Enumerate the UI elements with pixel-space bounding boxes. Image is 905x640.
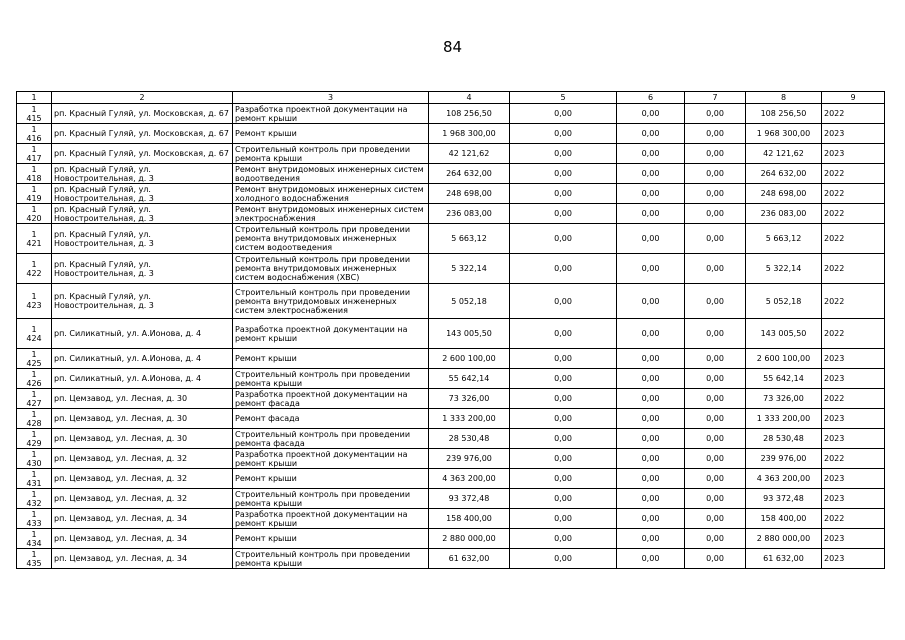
row-number: 1 433 <box>17 509 52 529</box>
col6-value: 0,00 <box>617 144 685 164</box>
address-cell: рп. Красный Гуляй, ул. Новостроительная, д. 3 <box>52 164 233 184</box>
col5-value: 0,00 <box>510 509 617 529</box>
col7-value: 0,00 <box>685 254 746 284</box>
col5-value: 0,00 <box>510 224 617 254</box>
table-row <box>17 349 885 369</box>
col7-value: 0,00 <box>685 164 746 184</box>
address-cell: рп. Цемзавод, ул. Лесная, д. 32 <box>52 489 233 509</box>
year-cell: 2023 <box>822 529 885 549</box>
year-cell: 2023 <box>822 469 885 489</box>
row-number: 1 430 <box>17 449 52 469</box>
col5-value: 0,00 <box>510 429 617 449</box>
work-type-cell: Ремонт фасада <box>233 409 429 429</box>
year-cell: 2022 <box>822 224 885 254</box>
year-cell: 2022 <box>822 254 885 284</box>
col7-value: 0,00 <box>685 489 746 509</box>
col7-value: 0,00 <box>685 204 746 224</box>
row-number: 1 431 <box>17 469 52 489</box>
col6-value: 0,00 <box>617 449 685 469</box>
row-number: 1 415 <box>17 104 52 124</box>
year-cell: 2022 <box>822 319 885 349</box>
year-cell: 2023 <box>822 429 885 449</box>
year-cell: 2023 <box>822 124 885 144</box>
col6-value: 0,00 <box>617 549 685 569</box>
table-row <box>17 549 885 569</box>
table-row <box>17 104 885 124</box>
year-cell: 2023 <box>822 369 885 389</box>
col7-value: 0,00 <box>685 349 746 369</box>
col7-value: 0,00 <box>685 319 746 349</box>
col8-value: 5 663,12 <box>746 224 822 254</box>
col7-value: 0,00 <box>685 449 746 469</box>
col5-value: 0,00 <box>510 204 617 224</box>
address-cell: рп. Красный Гуляй, ул. Новостроительная, д. 3 <box>52 224 233 254</box>
row-number: 1 417 <box>17 144 52 164</box>
header-cell-7: 7 <box>685 92 746 104</box>
col7-value: 0,00 <box>685 549 746 569</box>
col8-value: 2 600 100,00 <box>746 349 822 369</box>
col8-value: 1 333 200,00 <box>746 409 822 429</box>
year-cell: 2023 <box>822 349 885 369</box>
col4-value: 1 333 200,00 <box>429 409 510 429</box>
col5-value: 0,00 <box>510 549 617 569</box>
address-cell: рп. Красный Гуляй, ул. Новостроительная, д. 3 <box>52 254 233 284</box>
work-type-cell: Ремонт крыши <box>233 124 429 144</box>
col5-value: 0,00 <box>510 449 617 469</box>
col4-value: 5 052,18 <box>429 284 510 319</box>
col7-value: 0,00 <box>685 429 746 449</box>
col4-value: 239 976,00 <box>429 449 510 469</box>
col5-value: 0,00 <box>510 349 617 369</box>
col8-value: 143 005,50 <box>746 319 822 349</box>
table-row <box>17 469 885 489</box>
header-row <box>17 92 885 104</box>
address-cell: рп. Цемзавод, ул. Лесная, д. 34 <box>52 549 233 569</box>
address-cell: рп. Цемзавод, ул. Лесная, д. 34 <box>52 529 233 549</box>
work-type-cell: Разработка проектной документации на ремонт крыши <box>233 449 429 469</box>
year-cell: 2022 <box>822 104 885 124</box>
col8-value: 248 698,00 <box>746 184 822 204</box>
page-number: 84 <box>442 38 463 56</box>
col6-value: 0,00 <box>617 529 685 549</box>
table-row <box>17 204 885 224</box>
table-body <box>17 104 885 569</box>
address-cell: рп. Красный Гуляй, ул. Новостроительная, д. 3 <box>52 204 233 224</box>
col4-value: 248 698,00 <box>429 184 510 204</box>
col7-value: 0,00 <box>685 469 746 489</box>
col6-value: 0,00 <box>617 164 685 184</box>
col8-value: 236 083,00 <box>746 204 822 224</box>
work-type-cell: Разработка проектной документации на ремонт крыши <box>233 319 429 349</box>
row-number: 1 416 <box>17 124 52 144</box>
col8-value: 2 880 000,00 <box>746 529 822 549</box>
col6-value: 0,00 <box>617 284 685 319</box>
header-cell-2: 2 <box>52 92 233 104</box>
row-number: 1 432 <box>17 489 52 509</box>
col8-value: 239 976,00 <box>746 449 822 469</box>
work-type-cell: Разработка проектной документации на ремонт фасада <box>233 389 429 409</box>
col8-value: 5 052,18 <box>746 284 822 319</box>
address-cell: рп. Красный Гуляй, ул. Московская, д. 67 <box>52 124 233 144</box>
col8-value: 93 372,48 <box>746 489 822 509</box>
work-type-cell: Разработка проектной документации на ремонт крыши <box>233 509 429 529</box>
table-row <box>17 319 885 349</box>
row-number: 1 422 <box>17 254 52 284</box>
col6-value: 0,00 <box>617 184 685 204</box>
row-number: 1 428 <box>17 409 52 429</box>
col7-value: 0,00 <box>685 509 746 529</box>
table-row <box>17 429 885 449</box>
table-row <box>17 449 885 469</box>
col4-value: 108 256,50 <box>429 104 510 124</box>
col5-value: 0,00 <box>510 469 617 489</box>
year-cell: 2022 <box>822 284 885 319</box>
table-row <box>17 509 885 529</box>
col6-value: 0,00 <box>617 429 685 449</box>
col6-value: 0,00 <box>617 469 685 489</box>
year-cell: 2022 <box>822 184 885 204</box>
address-cell: рп. Красный Гуляй, ул. Московская, д. 67 <box>52 104 233 124</box>
col6-value: 0,00 <box>617 349 685 369</box>
work-type-cell: Ремонт крыши <box>233 349 429 369</box>
col4-value: 236 083,00 <box>429 204 510 224</box>
header-cell-6: 6 <box>617 92 685 104</box>
col4-value: 2 600 100,00 <box>429 349 510 369</box>
table-row <box>17 124 885 144</box>
col7-value: 0,00 <box>685 184 746 204</box>
table-row <box>17 254 885 284</box>
col5-value: 0,00 <box>510 124 617 144</box>
col6-value: 0,00 <box>617 104 685 124</box>
row-number: 1 423 <box>17 284 52 319</box>
row-number: 1 419 <box>17 184 52 204</box>
col6-value: 0,00 <box>617 319 685 349</box>
col4-value: 5 663,12 <box>429 224 510 254</box>
col8-value: 42 121,62 <box>746 144 822 164</box>
capital-repair-table <box>16 91 885 569</box>
work-type-cell: Ремонт крыши <box>233 469 429 489</box>
col4-value: 55 642,14 <box>429 369 510 389</box>
col4-value: 42 121,62 <box>429 144 510 164</box>
work-type-cell: Строительный контроль при проведении ремонта внутридомовых инженерных систем водоотведения <box>233 224 429 254</box>
col4-value: 5 322,14 <box>429 254 510 284</box>
col7-value: 0,00 <box>685 369 746 389</box>
col6-value: 0,00 <box>617 124 685 144</box>
table-row <box>17 489 885 509</box>
col7-value: 0,00 <box>685 409 746 429</box>
header-cell-1: 1 <box>17 92 52 104</box>
col6-value: 0,00 <box>617 204 685 224</box>
col8-value: 5 322,14 <box>746 254 822 284</box>
col5-value: 0,00 <box>510 409 617 429</box>
col7-value: 0,00 <box>685 124 746 144</box>
row-number: 1 435 <box>17 549 52 569</box>
col7-value: 0,00 <box>685 224 746 254</box>
table-row <box>17 409 885 429</box>
address-cell: рп. Силикатный, ул. А.Ионова, д. 4 <box>52 349 233 369</box>
row-number: 1 425 <box>17 349 52 369</box>
col7-value: 0,00 <box>685 389 746 409</box>
year-cell: 2023 <box>822 409 885 429</box>
row-number: 1 424 <box>17 319 52 349</box>
table-row <box>17 529 885 549</box>
col6-value: 0,00 <box>617 389 685 409</box>
col4-value: 143 005,50 <box>429 319 510 349</box>
work-type-cell: Строительный контроль при проведении ремонта крыши <box>233 369 429 389</box>
col4-value: 61 632,00 <box>429 549 510 569</box>
col5-value: 0,00 <box>510 319 617 349</box>
col6-value: 0,00 <box>617 224 685 254</box>
col7-value: 0,00 <box>685 104 746 124</box>
row-number: 1 426 <box>17 369 52 389</box>
work-type-cell: Ремонт внутридомовых инженерных систем водоотведения <box>233 164 429 184</box>
header-cell-5: 5 <box>510 92 617 104</box>
year-cell: 2022 <box>822 204 885 224</box>
col8-value: 158 400,00 <box>746 509 822 529</box>
col8-value: 264 632,00 <box>746 164 822 184</box>
col5-value: 0,00 <box>510 489 617 509</box>
work-type-cell: Строительный контроль при проведении ремонта внутридомовых инженерных систем водоснабжения (ХВС) <box>233 254 429 284</box>
row-number: 1 429 <box>17 429 52 449</box>
col6-value: 0,00 <box>617 409 685 429</box>
year-cell: 2023 <box>822 489 885 509</box>
col4-value: 1 968 300,00 <box>429 124 510 144</box>
header-cell-3: 3 <box>233 92 429 104</box>
col5-value: 0,00 <box>510 104 617 124</box>
work-type-cell: Строительный контроль при проведении ремонта внутридомовых инженерных систем электроснабжения <box>233 284 429 319</box>
row-number: 1 418 <box>17 164 52 184</box>
col8-value: 1 968 300,00 <box>746 124 822 144</box>
col7-value: 0,00 <box>685 144 746 164</box>
col4-value: 93 372,48 <box>429 489 510 509</box>
table-row <box>17 144 885 164</box>
col5-value: 0,00 <box>510 164 617 184</box>
year-cell: 2023 <box>822 549 885 569</box>
address-cell: рп. Силикатный, ул. А.Ионова, д. 4 <box>52 319 233 349</box>
work-type-cell: Разработка проектной документации на ремонт крыши <box>233 104 429 124</box>
col5-value: 0,00 <box>510 284 617 319</box>
work-type-cell: Строительный контроль при проведении ремонта крыши <box>233 549 429 569</box>
year-cell: 2022 <box>822 509 885 529</box>
col8-value: 55 642,14 <box>746 369 822 389</box>
year-cell: 2023 <box>822 144 885 164</box>
address-cell: рп. Цемзавод, ул. Лесная, д. 30 <box>52 389 233 409</box>
header-cell-4: 4 <box>429 92 510 104</box>
col4-value: 4 363 200,00 <box>429 469 510 489</box>
table-row <box>17 164 885 184</box>
header-cell-9: 9 <box>822 92 885 104</box>
col7-value: 0,00 <box>685 529 746 549</box>
work-type-cell: Строительный контроль при проведении ремонта крыши <box>233 144 429 164</box>
col6-value: 0,00 <box>617 489 685 509</box>
table-row <box>17 389 885 409</box>
year-cell: 2022 <box>822 389 885 409</box>
work-type-cell: Ремонт внутридомовых инженерных систем холодного водоснабжения <box>233 184 429 204</box>
col4-value: 2 880 000,00 <box>429 529 510 549</box>
col5-value: 0,00 <box>510 389 617 409</box>
col5-value: 0,00 <box>510 254 617 284</box>
col4-value: 264 632,00 <box>429 164 510 184</box>
col6-value: 0,00 <box>617 509 685 529</box>
row-number: 1 421 <box>17 224 52 254</box>
address-cell: рп. Цемзавод, ул. Лесная, д. 30 <box>52 429 233 449</box>
header-cell-8: 8 <box>746 92 822 104</box>
work-type-cell: Ремонт крыши <box>233 529 429 549</box>
col4-value: 28 530,48 <box>429 429 510 449</box>
col8-value: 61 632,00 <box>746 549 822 569</box>
table-row <box>17 184 885 204</box>
col8-value: 73 326,00 <box>746 389 822 409</box>
row-number: 1 427 <box>17 389 52 409</box>
col8-value: 4 363 200,00 <box>746 469 822 489</box>
address-cell: рп. Красный Гуляй, ул. Московская, д. 67 <box>52 144 233 164</box>
year-cell: 2022 <box>822 449 885 469</box>
work-type-cell: Строительный контроль при проведении ремонта крыши <box>233 489 429 509</box>
col7-value: 0,00 <box>685 284 746 319</box>
work-type-cell: Ремонт внутридомовых инженерных систем электроснабжения <box>233 204 429 224</box>
work-type-cell: Строительный контроль при проведении ремонта фасада <box>233 429 429 449</box>
col4-value: 73 326,00 <box>429 389 510 409</box>
table-row <box>17 284 885 319</box>
col8-value: 108 256,50 <box>746 104 822 124</box>
col6-value: 0,00 <box>617 369 685 389</box>
col4-value: 158 400,00 <box>429 509 510 529</box>
col5-value: 0,00 <box>510 529 617 549</box>
address-cell: рп. Силикатный, ул. А.Ионова, д. 4 <box>52 369 233 389</box>
table-row <box>17 369 885 389</box>
address-cell: рп. Красный Гуляй, ул. Новостроительная, д. 3 <box>52 184 233 204</box>
table-row <box>17 224 885 254</box>
col5-value: 0,00 <box>510 369 617 389</box>
address-cell: рп. Красный Гуляй, ул. Новостроительная, д. 3 <box>52 284 233 319</box>
row-number: 1 434 <box>17 529 52 549</box>
year-cell: 2022 <box>822 164 885 184</box>
address-cell: рп. Цемзавод, ул. Лесная, д. 32 <box>52 469 233 489</box>
col5-value: 0,00 <box>510 184 617 204</box>
col5-value: 0,00 <box>510 144 617 164</box>
address-cell: рп. Цемзавод, ул. Лесная, д. 34 <box>52 509 233 529</box>
col8-value: 28 530,48 <box>746 429 822 449</box>
address-cell: рп. Цемзавод, ул. Лесная, д. 30 <box>52 409 233 429</box>
col6-value: 0,00 <box>617 254 685 284</box>
row-number: 1 420 <box>17 204 52 224</box>
address-cell: рп. Цемзавод, ул. Лесная, д. 32 <box>52 449 233 469</box>
